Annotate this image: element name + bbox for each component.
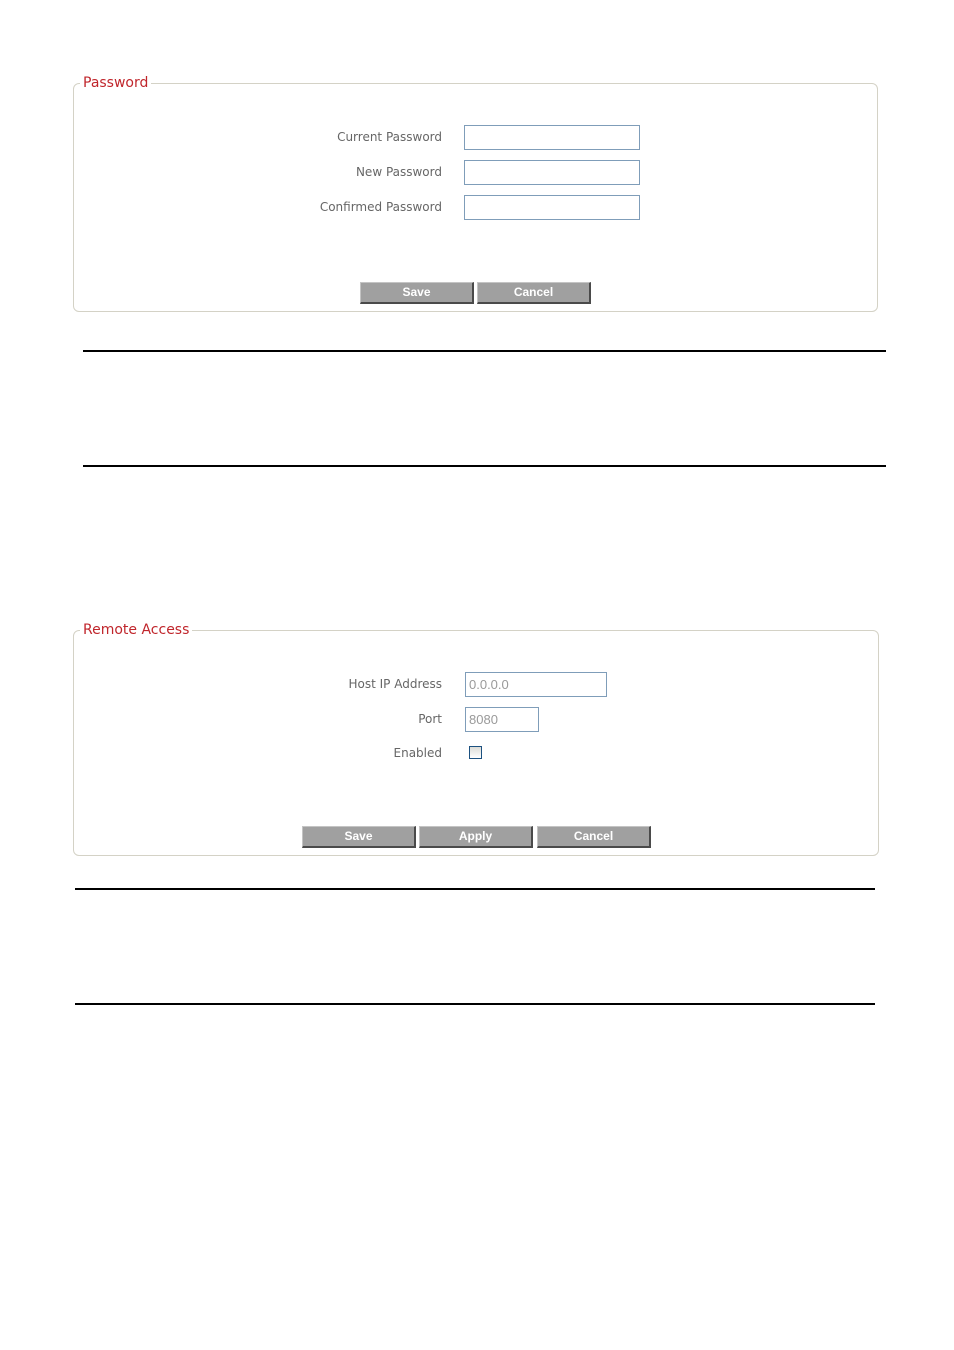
current-password-label: Current Password [337,130,442,144]
remote-cancel-button[interactable]: Cancel [537,826,651,848]
host-ip-input[interactable]: 0.0.0.0 [465,672,607,697]
remote-save-button[interactable]: Save [302,826,416,848]
divider-line [83,350,886,352]
host-ip-label: Host IP Address [348,677,442,691]
remote-apply-button[interactable]: Apply [419,826,533,848]
divider-line [75,1003,875,1005]
remote-access-legend: Remote Access [80,622,192,638]
port-label: Port [418,712,442,726]
confirmed-password-input[interactable] [464,195,640,220]
enabled-label: Enabled [393,746,442,760]
port-input[interactable]: 8080 [465,707,539,732]
password-save-button[interactable]: Save [360,282,474,304]
password-legend: Password [80,75,151,91]
new-password-label: New Password [355,165,442,179]
divider-line [75,888,875,890]
remote-access-fieldset [73,622,879,856]
new-password-input[interactable] [464,160,640,185]
enabled-checkbox[interactable] [469,746,482,759]
confirmed-password-label: Confirmed Password [319,200,442,214]
password-cancel-button[interactable]: Cancel [477,282,591,304]
current-password-input[interactable] [464,125,640,150]
divider-line [83,465,886,467]
